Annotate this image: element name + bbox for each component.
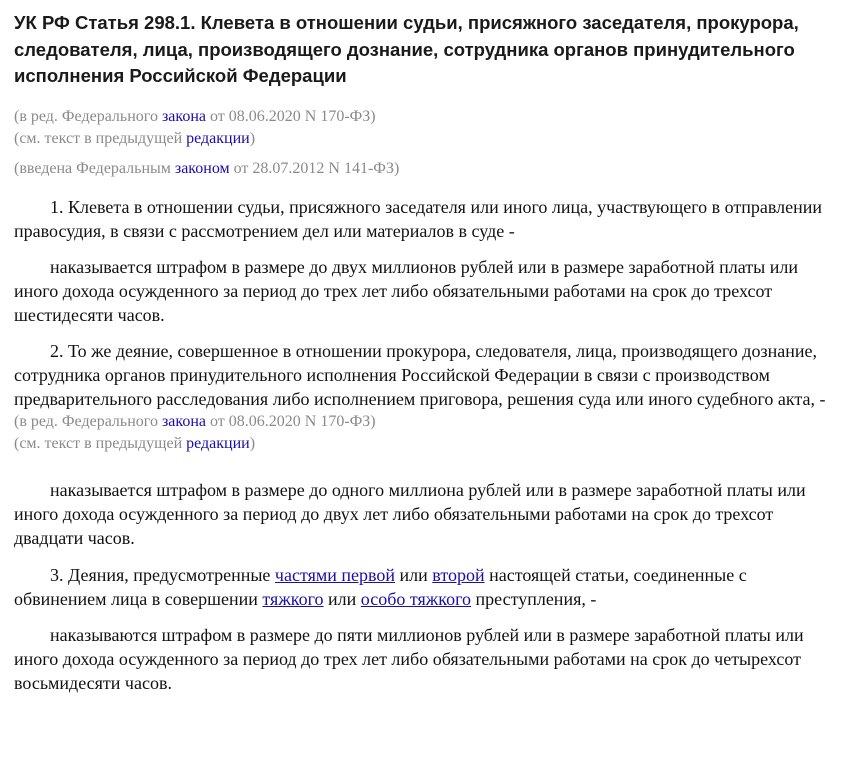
amendment-line: (в ред. Федерального закона от 08.06.2020 N 170-ФЗ) [14,412,376,430]
part-2-amendment-note [14,411,840,455]
grave-crime-link[interactable]: тяжкого [262,588,324,609]
law-link[interactable]: закона [161,412,206,430]
introduction-note: (введена Федеральным законом от 28.07.2012 N 141-ФЗ) [14,159,400,177]
part-1-text: 1. Клевета в отношении судьи, присяжного заседателя или иного лица, участвующего в отправлении правосудия, в связи с рассмотрением дел или материалов в суде - [14,196,823,241]
amendment-line: (в ред. Федерального закона от 08.06.2020 N 170-ФЗ) [14,107,376,125]
law-link[interactable]: закона [161,107,206,125]
especially-grave-crime-link[interactable]: особо тяжкого [360,588,472,609]
article-title: УК РФ Статья 298.1. Клевета в отношении судьи, присяжного заседателя, прокурора, следователя, лица, производящего дознание, сотрудника органов принудительного исполнения Российской Федерации [14,12,799,86]
part-second-link[interactable]: второй [432,564,485,585]
previous-edition-line: (см. текст в предыдущей редакции) [14,129,256,147]
amendment-note [14,106,840,150]
part-3-text: 3. Деяния, предусмотренные частями первой или второй настоящей статьи, соединенные с обвинением лица в совершении тяжкого или особо тяжкого преступления, - [14,564,747,609]
part-2-penalty: наказывается штрафом в размере до одного миллиона рублей или в размере заработной платы или иного дохода осужденного за период до двух лет либо обязательными работами на срок до трехсот двадцати часов. [14,479,806,548]
previous-edition-line: (см. текст в предыдущей редакции) [14,434,256,452]
parts-first-link[interactable]: частями первой [274,564,396,585]
edition-link[interactable]: редакции [186,129,250,147]
part-2-text: 2. То же деяние, совершенное в отношении прокурора, следователя, лица, производящего дознание, сотрудника органов принудительного исполнения Российской Федерации в связи с производством предварительного расследования либо исполнением приговора, решения суда или иного судебного акта, - [14,340,826,409]
part-1-penalty: наказывается штрафом в размере до двух миллионов рублей или в размере заработной платы или иного дохода осужденного за период до трех лет либо обязательными работами на срок до трехсот шестидесяти часов. [14,256,798,325]
intro-law-link[interactable]: законом [174,159,230,177]
part-3-penalty: наказываются штрафом в размере до пяти миллионов рублей или в размере заработной платы или иного дохода осужденного за период до трех лет либо обязательными работами на срок до четырехсот восьмидесяти часов. [14,624,804,693]
edition-link[interactable]: редакции [186,434,250,452]
document-page [14,10,840,695]
